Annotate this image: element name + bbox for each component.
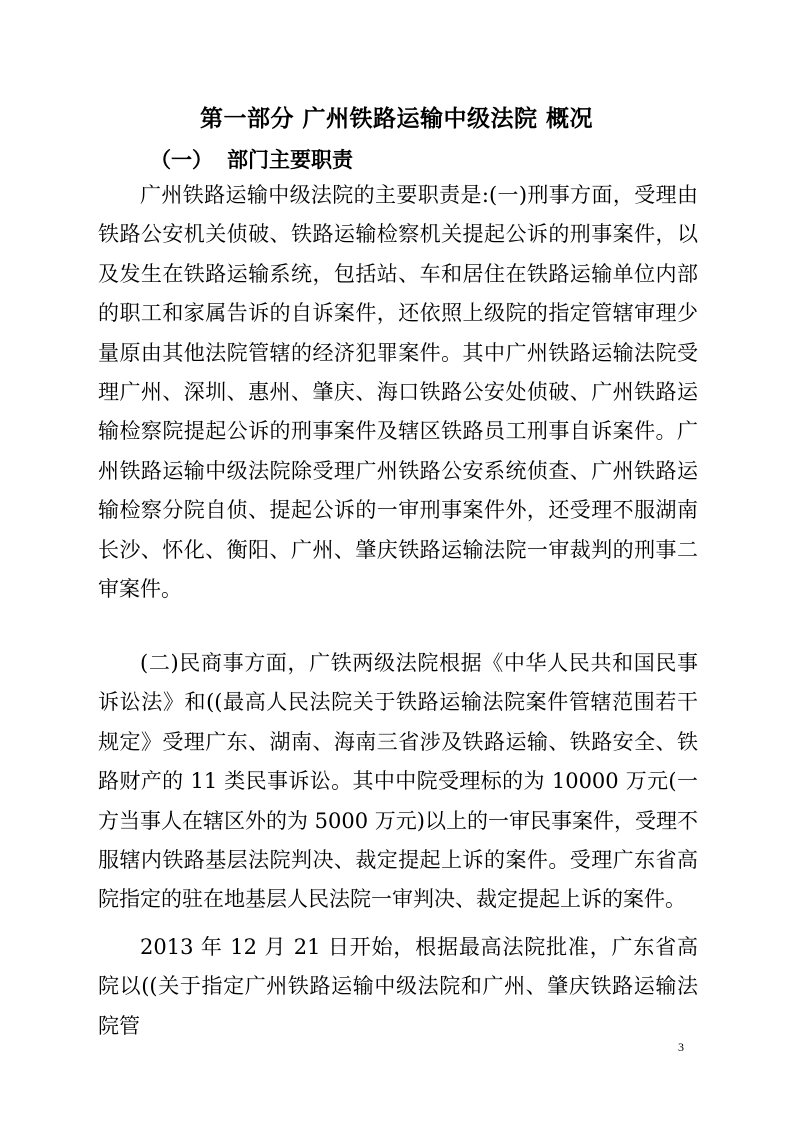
paragraph-civil-duties: (二)民商事方面，广铁两级法院根据《中华人民共和国民事诉讼法》和((最高人民法院关于铁路运输法院案件管辖范围若干规定》受理广东、湖南、海南三省涉及铁路运输、铁路安全、铁路财产的 11 类民事诉讼。其中中院受理标的为 10000 万元(一方当事人在辖区外的为 5000 万元)以上的一审民事案件，受理不服辖内铁路基层法院判决、裁定提起上诉的案件。受理广东省高院指定的驻在地基层人民法院一审判决、裁定提起上诉的案件。: [98, 651, 698, 912]
page-title: 第一部分 广州铁路运输中级法院 概况: [199, 106, 593, 132]
paragraph-criminal-duties: 广州铁路运输中级法院的主要职责是:(一)刑事方面，受理由铁路公安机关侦破、铁路运输检察机关提起公诉的刑事案件，以及发生在铁路运输系统，包括站、车和居住在铁路运输单位内部的职工和家属告诉的自诉案件，还依照上级院的指定管辖审理少量原由其他法院管辖的经济犯罪案件。其中广州铁路运输法院受理广州、深圳、惠州、肇庆、海口铁路公安处侦破、广州铁路运输检察院提起公诉的刑事案件及辖区铁路员工刑事自诉案件。广州铁路运输中级法院除受理广州铁路公安系统侦查、广州铁路运输检察分院自侦、提起公诉的一审刑事案件外，还受理不服湖南长沙、怀化、衡阳、广州、肇庆铁路运输法院一审裁判的刑事二审案件。: [98, 183, 698, 602]
section-number: （一）: [150, 148, 213, 172]
section-heading: [150, 146, 353, 174]
paragraph-designation: 2013 年 12 月 21 日开始，根据最高法院批准，广东省高院以((关于指定广州铁路运输中级法院和广州、肇庆铁路运输法院管: [98, 935, 698, 1038]
section-heading-text: 部门主要职责: [227, 148, 353, 172]
page-number: 3: [678, 1040, 684, 1054]
